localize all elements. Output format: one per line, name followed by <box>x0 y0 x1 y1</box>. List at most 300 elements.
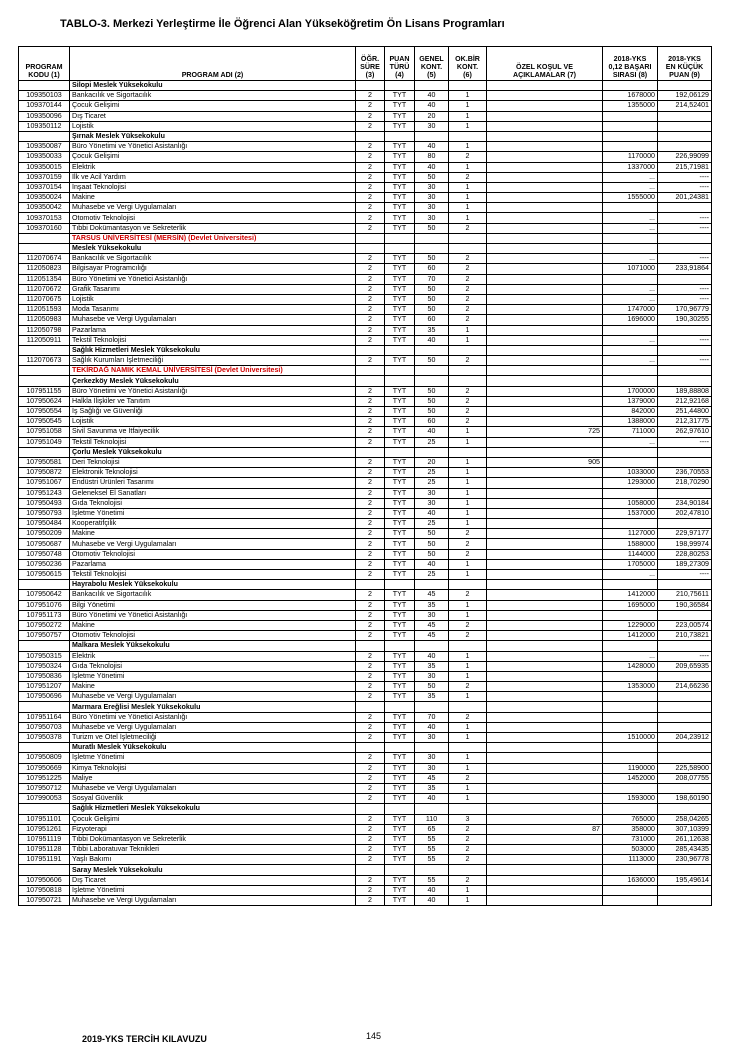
special-conditions-cell <box>487 620 603 630</box>
min-score-cell <box>658 896 712 906</box>
empty-cell <box>658 131 712 141</box>
special-conditions-cell <box>487 631 603 641</box>
program-name-cell: Pazarlama <box>70 325 356 335</box>
empty-cell <box>385 244 415 254</box>
special-conditions-cell <box>487 600 603 610</box>
general-quota-cell: 40 <box>415 162 449 172</box>
score-type-cell: TYT <box>385 794 415 804</box>
program-code-cell: 107951225 <box>19 773 70 783</box>
empty-cell <box>19 580 70 590</box>
header-min-score: 2018-YKS EN KÜÇÜK PUAN (9) <box>658 47 712 81</box>
general-quota-cell: 50 <box>415 396 449 406</box>
table-row <box>19 610 712 620</box>
program-code-cell: 107951155 <box>19 386 70 396</box>
score-type-cell: TYT <box>385 855 415 865</box>
rank-cell <box>603 712 658 722</box>
school-name: Sağlık Hizmetleri Meslek Yüksekokulu <box>70 804 356 814</box>
program-name-cell: Muhasebe ve Vergi Uygulamaları <box>70 783 356 793</box>
score-type-cell: TYT <box>385 142 415 152</box>
duration-cell: 2 <box>356 162 385 172</box>
duration-cell: 2 <box>356 712 385 722</box>
table-row <box>19 794 712 804</box>
rank-cell: 1337000 <box>603 162 658 172</box>
empty-cell <box>356 804 385 814</box>
special-conditions-cell <box>487 437 603 447</box>
duration-cell: 2 <box>356 223 385 233</box>
rank-cell <box>603 111 658 121</box>
program-code-cell: 109350033 <box>19 152 70 162</box>
first-quota-cell: 1 <box>449 468 487 478</box>
duration-cell: 2 <box>356 284 385 294</box>
score-type-cell: TYT <box>385 631 415 641</box>
general-quota-cell: 45 <box>415 590 449 600</box>
score-type-cell: TYT <box>385 91 415 101</box>
rank-cell <box>603 519 658 529</box>
score-type-cell: TYT <box>385 274 415 284</box>
table-row <box>19 783 712 793</box>
empty-cell <box>415 865 449 875</box>
duration-cell: 2 <box>356 855 385 865</box>
program-name-cell: Dış Ticaret <box>70 111 356 121</box>
program-code-cell: 112050983 <box>19 315 70 325</box>
special-conditions-cell <box>487 885 603 895</box>
min-score-cell: 210,75611 <box>658 590 712 600</box>
score-type-cell: TYT <box>385 182 415 192</box>
duration-cell: 2 <box>356 254 385 264</box>
program-code-cell: 107951067 <box>19 478 70 488</box>
table-row <box>19 539 712 549</box>
rank-cell: 1033000 <box>603 468 658 478</box>
first-quota-cell: 1 <box>449 783 487 793</box>
score-type-cell: TYT <box>385 763 415 773</box>
university-name: TEKİRDAĞ NAMIK KEMAL ÜNİVERSİTESİ (Devlet Üniversitesi) <box>70 366 356 376</box>
duration-cell: 2 <box>356 896 385 906</box>
first-quota-cell: 2 <box>449 855 487 865</box>
program-code-cell: 107950696 <box>19 692 70 702</box>
program-code-cell: 107950757 <box>19 631 70 641</box>
min-score-cell: ---- <box>658 335 712 345</box>
special-conditions-cell: 725 <box>487 427 603 437</box>
duration-cell: 2 <box>356 570 385 580</box>
table-row <box>19 101 712 111</box>
first-quota-cell: 2 <box>449 824 487 834</box>
first-quota-cell: 2 <box>449 417 487 427</box>
score-type-cell: TYT <box>385 315 415 325</box>
empty-cell <box>658 804 712 814</box>
general-quota-cell: 50 <box>415 407 449 417</box>
special-conditions-cell <box>487 162 603 172</box>
program-code-cell: 107950624 <box>19 396 70 406</box>
score-type-cell: TYT <box>385 152 415 162</box>
first-quota-cell: 2 <box>449 152 487 162</box>
duration-cell: 2 <box>356 488 385 498</box>
empty-cell <box>658 447 712 457</box>
program-name-cell: İlk ve Acil Yardım <box>70 172 356 182</box>
min-score-cell: 226,99099 <box>658 152 712 162</box>
program-name-cell: Büro Yönetimi ve Yönetici Asistanlığı <box>70 386 356 396</box>
min-score-cell <box>658 203 712 213</box>
special-conditions-cell <box>487 508 603 518</box>
program-code-cell: 107950484 <box>19 519 70 529</box>
first-quota-cell: 1 <box>449 427 487 437</box>
program-code-cell: 107951101 <box>19 814 70 824</box>
table-row <box>19 519 712 529</box>
table-row <box>19 223 712 233</box>
rank-cell: 1705000 <box>603 559 658 569</box>
program-code-cell: 107950836 <box>19 671 70 681</box>
program-code-cell: 112070672 <box>19 284 70 294</box>
program-code-cell: 107951076 <box>19 600 70 610</box>
general-quota-cell: 50 <box>415 294 449 304</box>
table-row <box>19 396 712 406</box>
rank-cell: 1379000 <box>603 396 658 406</box>
empty-cell <box>385 81 415 91</box>
general-quota-cell: 55 <box>415 834 449 844</box>
duration-cell: 2 <box>356 386 385 396</box>
general-quota-cell: 30 <box>415 733 449 743</box>
empty-cell <box>449 743 487 753</box>
rank-cell <box>603 783 658 793</box>
table-row <box>19 284 712 294</box>
general-quota-cell: 70 <box>415 712 449 722</box>
special-conditions-cell <box>487 417 603 427</box>
special-conditions-cell <box>487 356 603 366</box>
special-conditions-cell <box>487 875 603 885</box>
program-code-cell: 107950872 <box>19 468 70 478</box>
empty-cell <box>385 447 415 457</box>
empty-cell <box>487 376 603 386</box>
table-row <box>19 671 712 681</box>
program-code-cell: 109370144 <box>19 101 70 111</box>
table-row <box>19 834 712 844</box>
first-quota-cell: 2 <box>449 539 487 549</box>
special-conditions-cell <box>487 896 603 906</box>
score-type-cell: TYT <box>385 814 415 824</box>
first-quota-cell: 2 <box>449 294 487 304</box>
program-name-cell: Bankacılık ve Sigortacılık <box>70 91 356 101</box>
program-code-cell: 107950272 <box>19 620 70 630</box>
score-type-cell: TYT <box>385 172 415 182</box>
general-quota-cell: 30 <box>415 203 449 213</box>
table-row <box>19 498 712 508</box>
empty-cell <box>19 447 70 457</box>
first-quota-cell: 1 <box>449 203 487 213</box>
first-quota-cell: 1 <box>449 335 487 345</box>
empty-cell <box>603 345 658 355</box>
empty-cell <box>19 641 70 651</box>
first-quota-cell: 1 <box>449 91 487 101</box>
program-code-cell: 109350103 <box>19 91 70 101</box>
program-code-cell: 109370160 <box>19 223 70 233</box>
program-code-cell: 107950712 <box>19 783 70 793</box>
score-type-cell: TYT <box>385 294 415 304</box>
program-code-cell: 107950554 <box>19 407 70 417</box>
general-quota-cell: 110 <box>415 814 449 824</box>
first-quota-cell: 2 <box>449 356 487 366</box>
first-quota-cell: 1 <box>449 498 487 508</box>
duration-cell: 2 <box>356 885 385 895</box>
min-score-cell: 189,88808 <box>658 386 712 396</box>
empty-cell <box>487 865 603 875</box>
first-quota-cell: 2 <box>449 223 487 233</box>
score-type-cell: TYT <box>385 356 415 366</box>
empty-cell <box>449 366 487 376</box>
rank-cell: 731000 <box>603 834 658 844</box>
general-quota-cell: 40 <box>415 91 449 101</box>
score-type-cell: TYT <box>385 335 415 345</box>
program-code-cell: 107951261 <box>19 824 70 834</box>
special-conditions-cell <box>487 101 603 111</box>
program-code-cell: 107951191 <box>19 855 70 865</box>
rank-cell <box>603 488 658 498</box>
duration-cell: 2 <box>356 213 385 223</box>
program-name-cell: Çocuk Gelişimi <box>70 101 356 111</box>
first-quota-cell: 1 <box>449 101 487 111</box>
duration-cell: 2 <box>356 763 385 773</box>
first-quota-cell: 1 <box>449 763 487 773</box>
first-quota-cell: 2 <box>449 549 487 559</box>
score-type-cell: TYT <box>385 223 415 233</box>
empty-cell <box>356 233 385 243</box>
program-name-cell: Tekstil Teknolojisi <box>70 437 356 447</box>
rank-cell: 1593000 <box>603 794 658 804</box>
program-name-cell: Sosyal Güvenlik <box>70 794 356 804</box>
empty-cell <box>603 702 658 712</box>
rank-cell <box>603 885 658 895</box>
score-type-cell: TYT <box>385 478 415 488</box>
rank-cell <box>603 896 658 906</box>
first-quota-cell: 2 <box>449 590 487 600</box>
first-quota-cell: 1 <box>449 162 487 172</box>
first-quota-cell: 2 <box>449 712 487 722</box>
duration-cell: 2 <box>356 315 385 325</box>
school-name: Malkara Meslek Yüksekokulu <box>70 641 356 651</box>
program-code-cell: 112051354 <box>19 274 70 284</box>
duration-cell: 2 <box>356 305 385 315</box>
score-type-cell: TYT <box>385 264 415 274</box>
duration-cell: 2 <box>356 193 385 203</box>
empty-cell <box>385 743 415 753</box>
empty-cell <box>603 804 658 814</box>
special-conditions-cell <box>487 142 603 152</box>
min-score-cell <box>658 722 712 732</box>
general-quota-cell: 60 <box>415 264 449 274</box>
empty-cell <box>658 641 712 651</box>
min-score-cell: 204,23912 <box>658 733 712 743</box>
table-row <box>19 845 712 855</box>
first-quota-cell: 2 <box>449 875 487 885</box>
min-score-cell: 208,07755 <box>658 773 712 783</box>
first-quota-cell: 1 <box>449 885 487 895</box>
program-name-cell: Çocuk Gelişimi <box>70 152 356 162</box>
general-quota-cell: 25 <box>415 519 449 529</box>
empty-cell <box>19 81 70 91</box>
empty-cell <box>658 865 712 875</box>
duration-cell: 2 <box>356 824 385 834</box>
rank-cell <box>603 457 658 467</box>
program-code-cell: 112070673 <box>19 356 70 366</box>
empty-cell <box>487 447 603 457</box>
special-conditions-cell <box>487 284 603 294</box>
duration-cell: 2 <box>356 733 385 743</box>
score-type-cell: TYT <box>385 305 415 315</box>
school-header-row <box>19 81 712 91</box>
empty-cell <box>603 580 658 590</box>
score-type-cell: TYT <box>385 712 415 722</box>
rank-cell: ... <box>603 213 658 223</box>
general-quota-cell: 50 <box>415 172 449 182</box>
special-conditions-cell <box>487 396 603 406</box>
empty-cell <box>19 131 70 141</box>
score-type-cell: TYT <box>385 417 415 427</box>
duration-cell: 2 <box>356 620 385 630</box>
first-quota-cell: 2 <box>449 620 487 630</box>
empty-cell <box>487 702 603 712</box>
rank-cell: ... <box>603 356 658 366</box>
table-row <box>19 457 712 467</box>
program-name-cell: Bilgi Yönetimi <box>70 600 356 610</box>
empty-cell <box>385 702 415 712</box>
special-conditions-cell <box>487 254 603 264</box>
general-quota-cell: 35 <box>415 783 449 793</box>
program-name-cell: Elektronik Teknolojisi <box>70 468 356 478</box>
score-type-cell: TYT <box>385 896 415 906</box>
empty-cell <box>385 366 415 376</box>
page-number: 145 <box>366 1031 382 1041</box>
rank-cell: ... <box>603 254 658 264</box>
program-name-cell: Büro Yönetimi ve Yönetici Asistanlığı <box>70 274 356 284</box>
empty-cell <box>356 865 385 875</box>
min-score-cell: ---- <box>658 213 712 223</box>
first-quota-cell: 2 <box>449 631 487 641</box>
program-name-cell: Turizm ve Otel İşletmeciliği <box>70 733 356 743</box>
general-quota-cell: 50 <box>415 529 449 539</box>
general-quota-cell: 50 <box>415 356 449 366</box>
special-conditions-cell <box>487 671 603 681</box>
program-name-cell: Yaşlı Bakımı <box>70 855 356 865</box>
score-type-cell: TYT <box>385 824 415 834</box>
table-row <box>19 111 712 121</box>
score-type-cell: TYT <box>385 121 415 131</box>
min-score-cell: 229,97177 <box>658 529 712 539</box>
general-quota-cell: 40 <box>415 885 449 895</box>
program-code-cell: 107950615 <box>19 570 70 580</box>
program-code-cell: 107951049 <box>19 437 70 447</box>
empty-cell <box>19 804 70 814</box>
first-quota-cell: 1 <box>449 325 487 335</box>
score-type-cell: TYT <box>385 203 415 213</box>
score-type-cell: TYT <box>385 590 415 600</box>
header-rank: 2018-YKS 0,12 BAŞARI SIRASI (8) <box>603 47 658 81</box>
program-name-cell: Moda Tasarımı <box>70 305 356 315</box>
header-row <box>19 47 712 81</box>
empty-cell <box>487 345 603 355</box>
general-quota-cell: 30 <box>415 763 449 773</box>
min-score-cell: 223,00574 <box>658 620 712 630</box>
duration-cell: 2 <box>356 478 385 488</box>
min-score-cell: 170,96779 <box>658 305 712 315</box>
empty-cell <box>415 366 449 376</box>
special-conditions-cell <box>487 478 603 488</box>
min-score-cell: 189,27309 <box>658 559 712 569</box>
empty-cell <box>415 702 449 712</box>
footer-guide-title: 2019-YKS TERCİH KILAVUZU <box>82 1034 207 1044</box>
table-row <box>19 692 712 702</box>
special-conditions-cell <box>487 468 603 478</box>
empty-cell <box>449 131 487 141</box>
first-quota-cell: 1 <box>449 519 487 529</box>
general-quota-cell: 40 <box>415 427 449 437</box>
program-code-cell: 107951173 <box>19 610 70 620</box>
score-type-cell: TYT <box>385 437 415 447</box>
min-score-cell: ---- <box>658 254 712 264</box>
rank-cell: 1388000 <box>603 417 658 427</box>
school-header-row <box>19 865 712 875</box>
empty-cell <box>19 233 70 243</box>
empty-cell <box>449 244 487 254</box>
empty-cell <box>415 580 449 590</box>
school-name: Çorlu Meslek Yüksekokulu <box>70 447 356 457</box>
general-quota-cell: 30 <box>415 498 449 508</box>
first-quota-cell: 1 <box>449 671 487 681</box>
special-conditions-cell <box>487 519 603 529</box>
special-conditions-cell <box>487 111 603 121</box>
program-code-cell: 112050823 <box>19 264 70 274</box>
program-name-cell: Makine <box>70 620 356 630</box>
general-quota-cell: 60 <box>415 417 449 427</box>
rank-cell: 1636000 <box>603 875 658 885</box>
rank-cell <box>603 692 658 702</box>
program-code-cell: 109350015 <box>19 162 70 172</box>
header-general-quota: GENEL KONT. (5) <box>415 47 449 81</box>
score-type-cell: TYT <box>385 529 415 539</box>
table-row <box>19 417 712 427</box>
table-row <box>19 722 712 732</box>
min-score-cell: 198,99974 <box>658 539 712 549</box>
rank-cell: ... <box>603 294 658 304</box>
duration-cell: 2 <box>356 539 385 549</box>
general-quota-cell: 40 <box>415 335 449 345</box>
min-score-cell <box>658 519 712 529</box>
first-quota-cell: 2 <box>449 284 487 294</box>
empty-cell <box>415 233 449 243</box>
duration-cell: 2 <box>356 498 385 508</box>
special-conditions-cell <box>487 570 603 580</box>
duration-cell: 2 <box>356 142 385 152</box>
rank-cell: 1170000 <box>603 152 658 162</box>
general-quota-cell: 45 <box>415 620 449 630</box>
program-code-cell: 107950378 <box>19 733 70 743</box>
school-header-row <box>19 641 712 651</box>
empty-cell <box>415 447 449 457</box>
header-program-code: PROGRAM KODU (1) <box>19 47 70 81</box>
empty-cell <box>385 641 415 651</box>
school-header-row <box>19 743 712 753</box>
special-conditions-cell <box>487 845 603 855</box>
program-code-cell: 107950493 <box>19 498 70 508</box>
programs-table <box>18 46 712 906</box>
table-row <box>19 437 712 447</box>
table-row <box>19 356 712 366</box>
general-quota-cell: 30 <box>415 753 449 763</box>
general-quota-cell: 25 <box>415 478 449 488</box>
general-quota-cell: 35 <box>415 661 449 671</box>
table-title: TABLO-3. Merkezi Yerleştirme İle Öğrenci Alan Yükseköğretim Ön Lisans Programları <box>60 18 505 30</box>
table-row <box>19 203 712 213</box>
general-quota-cell: 40 <box>415 651 449 661</box>
empty-cell <box>415 131 449 141</box>
program-name-cell: Muhasebe ve Vergi Uygulamaları <box>70 692 356 702</box>
